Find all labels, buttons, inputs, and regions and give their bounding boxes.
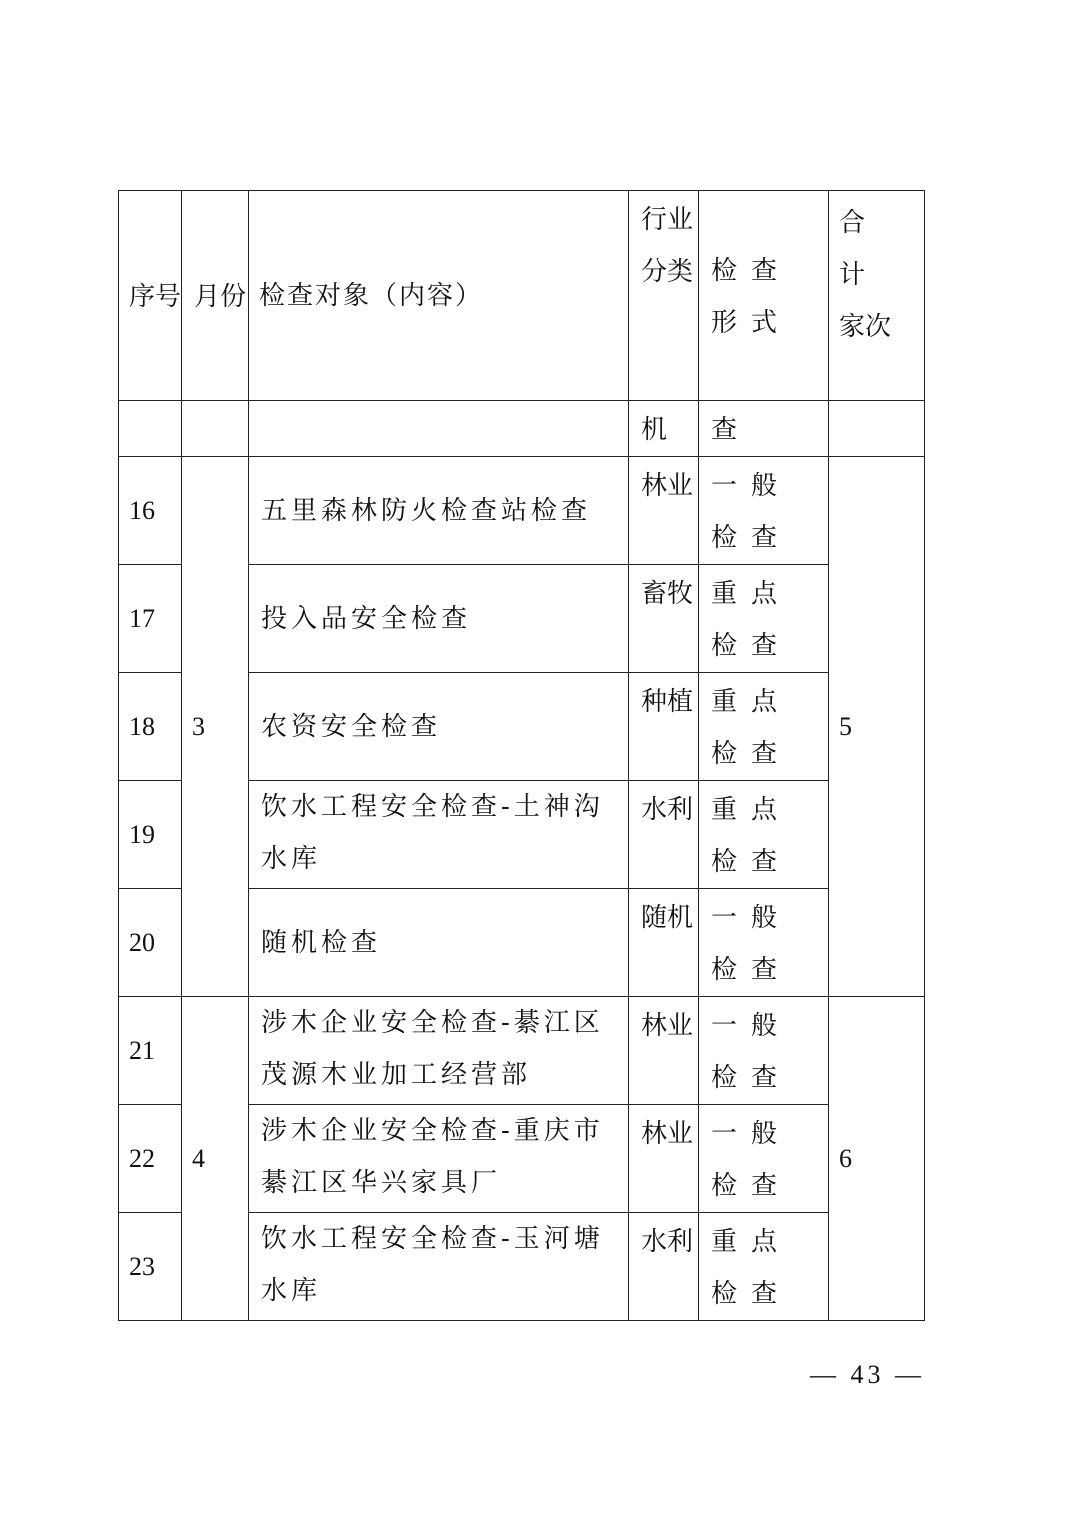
object-cell: 涉木企业安全检查-重庆市綦江区华兴家具厂 xyxy=(249,1105,629,1213)
form-cell: 重点检查 xyxy=(699,781,829,889)
header-total xyxy=(829,191,925,401)
industry-cell: 水利 xyxy=(629,781,699,889)
industry-cell: 水利 xyxy=(629,1213,699,1321)
seq-cell: 22 xyxy=(119,1105,182,1213)
header-object: 检查对象（内容） xyxy=(249,191,629,401)
carry-industry: 机 xyxy=(629,401,699,457)
seq-cell: 23 xyxy=(119,1213,182,1321)
header-row xyxy=(119,191,925,401)
seq-cell: 16 xyxy=(119,457,182,565)
header-total-line2: 家次 xyxy=(839,312,892,342)
industry-cell: 随机 xyxy=(629,889,699,997)
seq-cell: 17 xyxy=(119,565,182,673)
table-row xyxy=(119,457,925,565)
object-cell: 饮水工程安全检查-玉河塘水库 xyxy=(249,1213,629,1321)
form-cell: 一般检查 xyxy=(699,889,829,997)
seq-cell: 19 xyxy=(119,781,182,889)
object-cell: 农资安全检查 xyxy=(249,673,629,781)
object-cell: 五里森林防火检查站检查 xyxy=(249,457,629,565)
carry-form: 查 xyxy=(699,401,829,457)
object-cell: 涉木企业安全检查-綦江区茂源木业加工经营部 xyxy=(249,997,629,1105)
industry-cell: 畜牧 xyxy=(629,565,699,673)
industry-cell: 种植 xyxy=(629,673,699,781)
page-number: — 43 — xyxy=(810,1360,925,1389)
form-cell: 一般检查 xyxy=(699,997,829,1105)
inspection-table xyxy=(118,190,925,1321)
object-cell: 饮水工程安全检查-土神沟水库 xyxy=(249,781,629,889)
header-industry: 行业分类 xyxy=(629,191,699,401)
month-cell: 3 xyxy=(182,457,249,997)
table-row xyxy=(119,997,925,1105)
object-cell: 投入品安全检查 xyxy=(249,565,629,673)
industry-cell: 林业 xyxy=(629,1105,699,1213)
industry-cell: 林业 xyxy=(629,997,699,1105)
header-seq: 序号 xyxy=(119,191,182,401)
form-cell: 重点检查 xyxy=(699,1213,829,1321)
carry-row xyxy=(119,401,925,457)
header-month: 月份 xyxy=(182,191,249,401)
form-cell: 重点检查 xyxy=(699,673,829,781)
total-cell: 6 xyxy=(829,997,925,1321)
industry-cell: 林业 xyxy=(629,457,699,565)
month-cell: 4 xyxy=(182,997,249,1321)
form-cell: 一般检查 xyxy=(699,457,829,565)
header-form: 检查形式 xyxy=(699,191,829,401)
seq-cell: 21 xyxy=(119,997,182,1105)
form-cell: 重点检查 xyxy=(699,565,829,673)
seq-cell: 20 xyxy=(119,889,182,997)
object-cell: 随机检查 xyxy=(249,889,629,997)
header-total-line1: 合计 xyxy=(839,208,898,290)
total-cell: 5 xyxy=(829,457,925,997)
form-cell: 一般检查 xyxy=(699,1105,829,1213)
seq-cell: 18 xyxy=(119,673,182,781)
